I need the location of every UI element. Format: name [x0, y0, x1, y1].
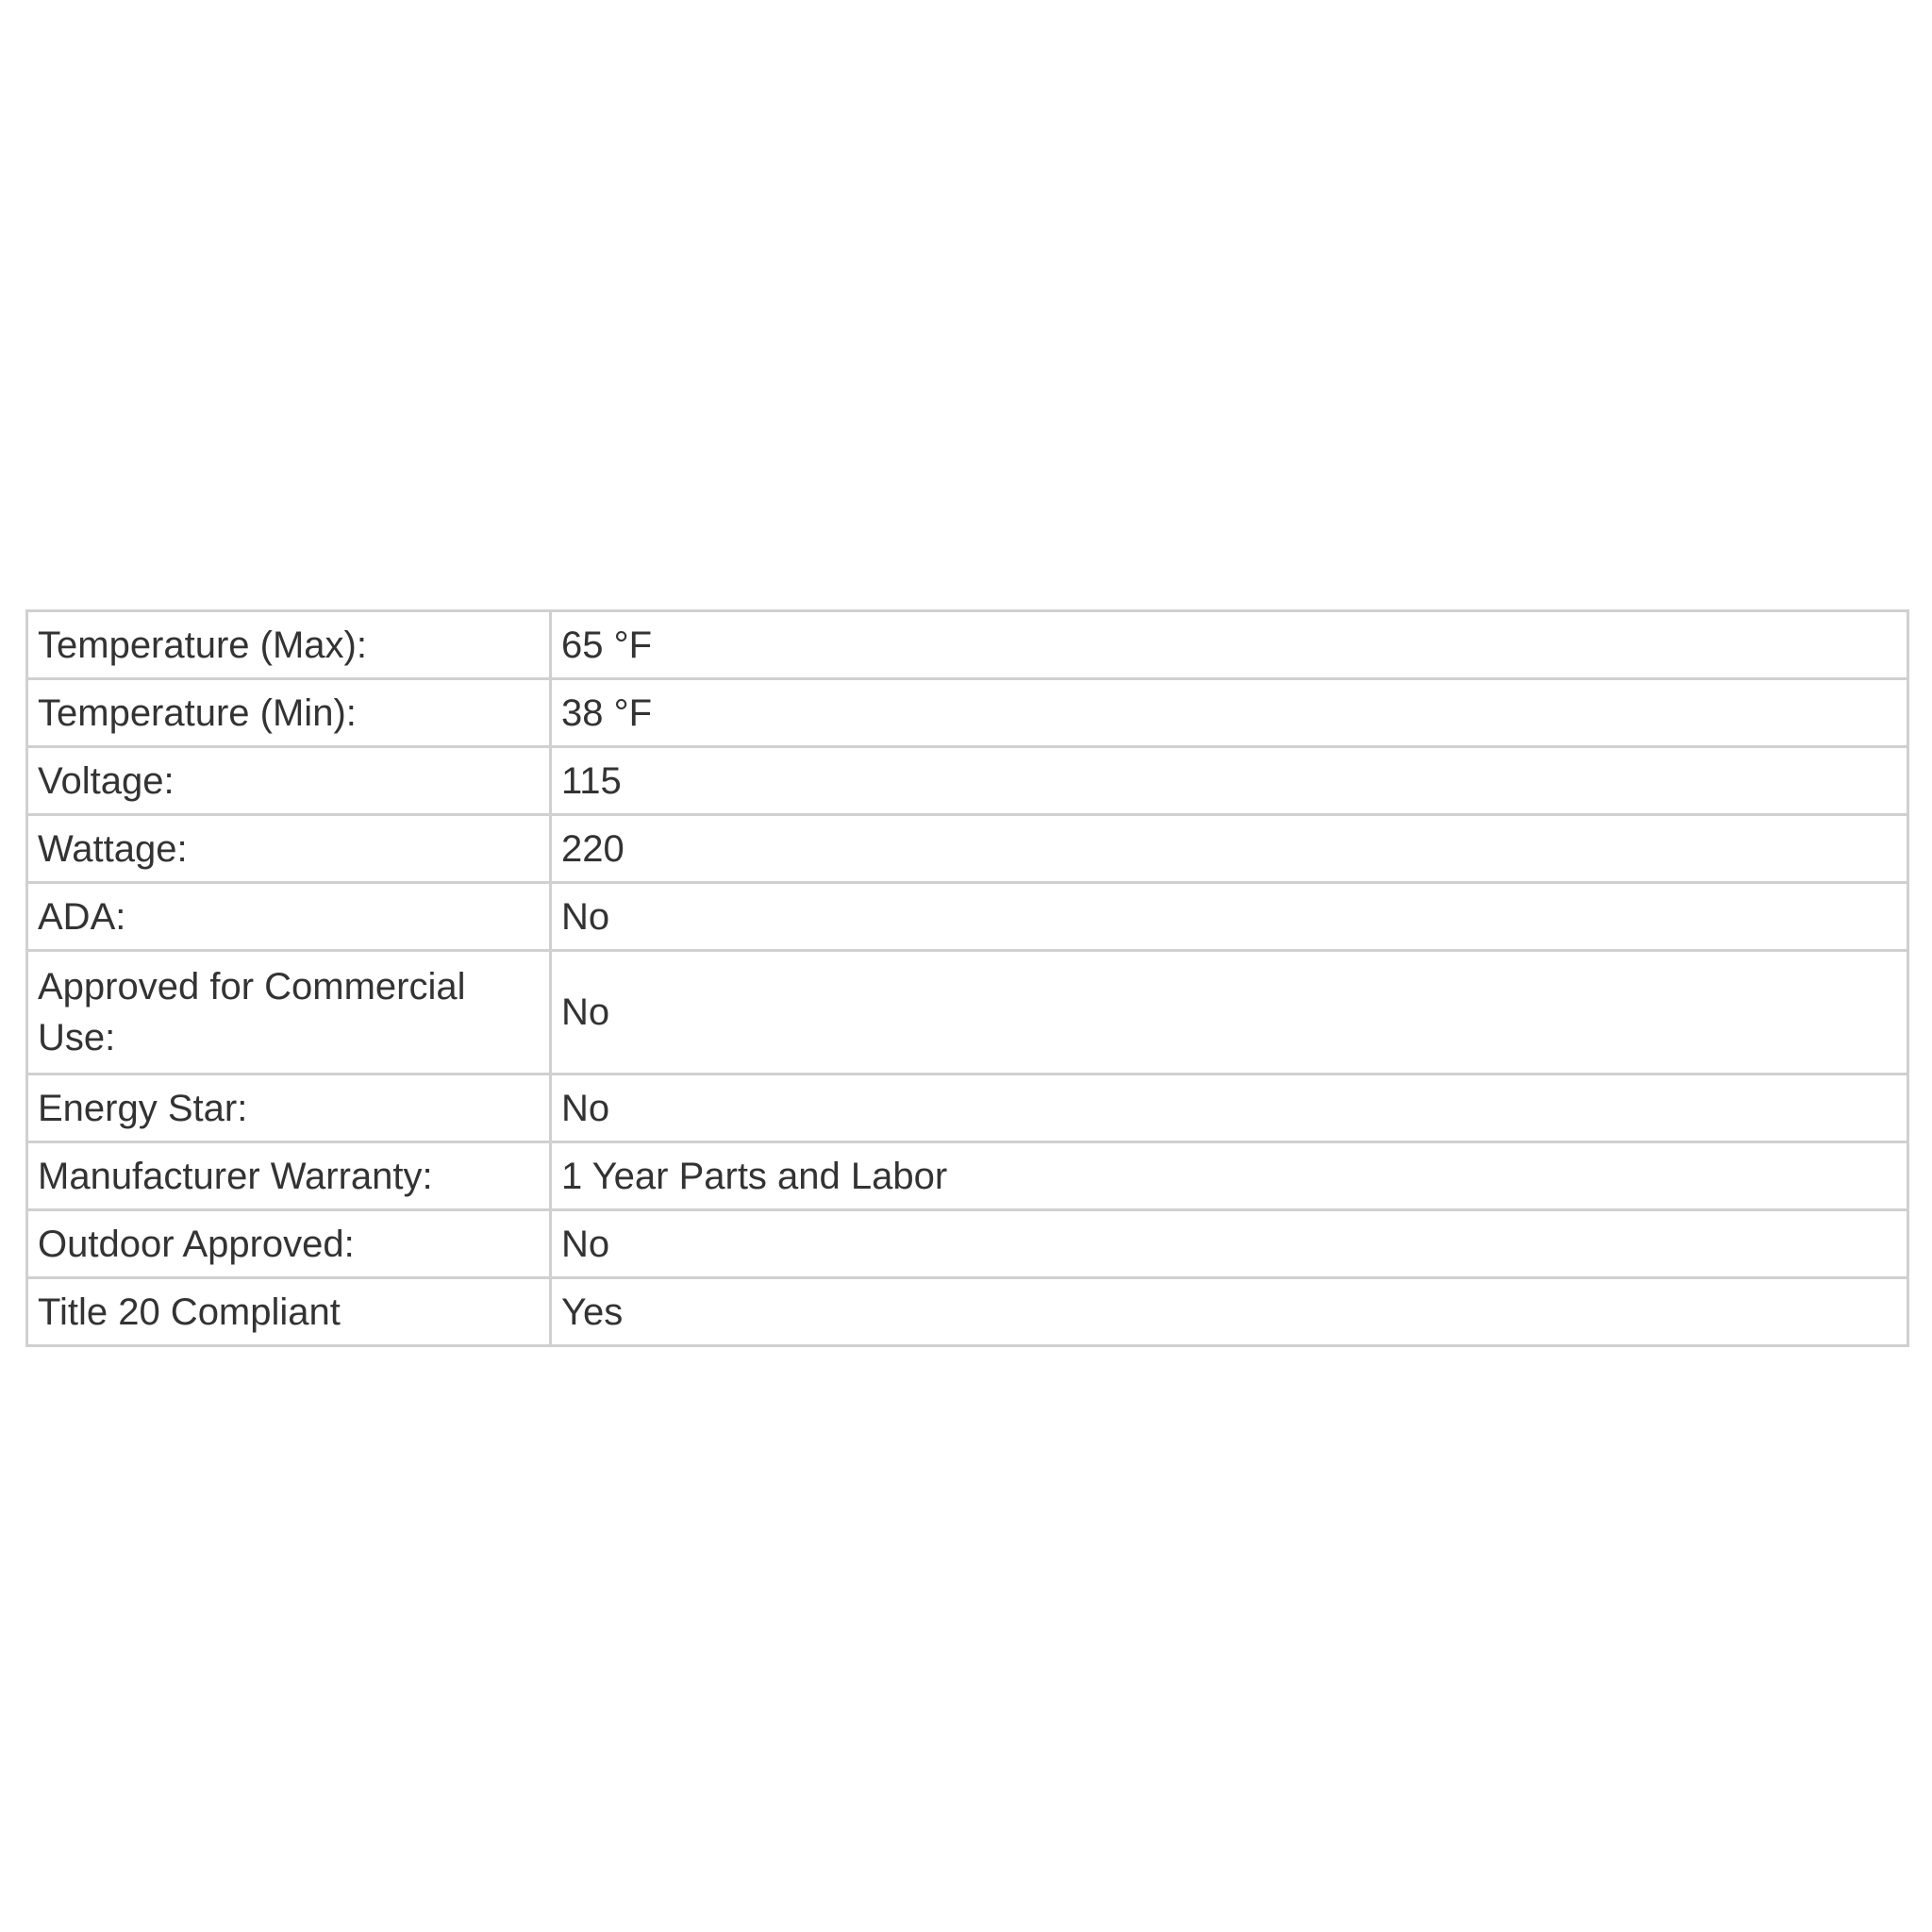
- spec-value: No: [551, 883, 1908, 951]
- spec-label: Temperature (Max):: [27, 611, 551, 679]
- table-row: [27, 747, 1908, 815]
- table-row: [27, 611, 1908, 679]
- specifications-table: [25, 609, 1909, 1347]
- spec-value: 115: [551, 747, 1908, 815]
- spec-value: No: [551, 951, 1908, 1074]
- spec-label: ADA:: [27, 883, 551, 951]
- table-row: [27, 1142, 1908, 1210]
- spec-label: Temperature (Min):: [27, 679, 551, 747]
- table-row: [27, 1278, 1908, 1346]
- spec-label: Manufacturer Warranty:: [27, 1142, 551, 1210]
- spec-value: Yes: [551, 1278, 1908, 1346]
- table-row: [27, 1210, 1908, 1278]
- spec-value: 1 Year Parts and Labor: [551, 1142, 1908, 1210]
- spec-value: 38 °F: [551, 679, 1908, 747]
- spec-value: No: [551, 1210, 1908, 1278]
- spec-label: Wattage:: [27, 815, 551, 883]
- spec-label: Title 20 Compliant: [27, 1278, 551, 1346]
- spec-value: 220: [551, 815, 1908, 883]
- spec-value: No: [551, 1074, 1908, 1142]
- table-row: [27, 1074, 1908, 1142]
- table-row: [27, 815, 1908, 883]
- spec-label: Energy Star:: [27, 1074, 551, 1142]
- spec-value: 65 °F: [551, 611, 1908, 679]
- spec-label: Approved for Commercial Use:: [27, 951, 551, 1074]
- spec-label: Voltage:: [27, 747, 551, 815]
- spec-label: Outdoor Approved:: [27, 1210, 551, 1278]
- table-row: [27, 951, 1908, 1074]
- table-row: [27, 883, 1908, 951]
- table-row: [27, 679, 1908, 747]
